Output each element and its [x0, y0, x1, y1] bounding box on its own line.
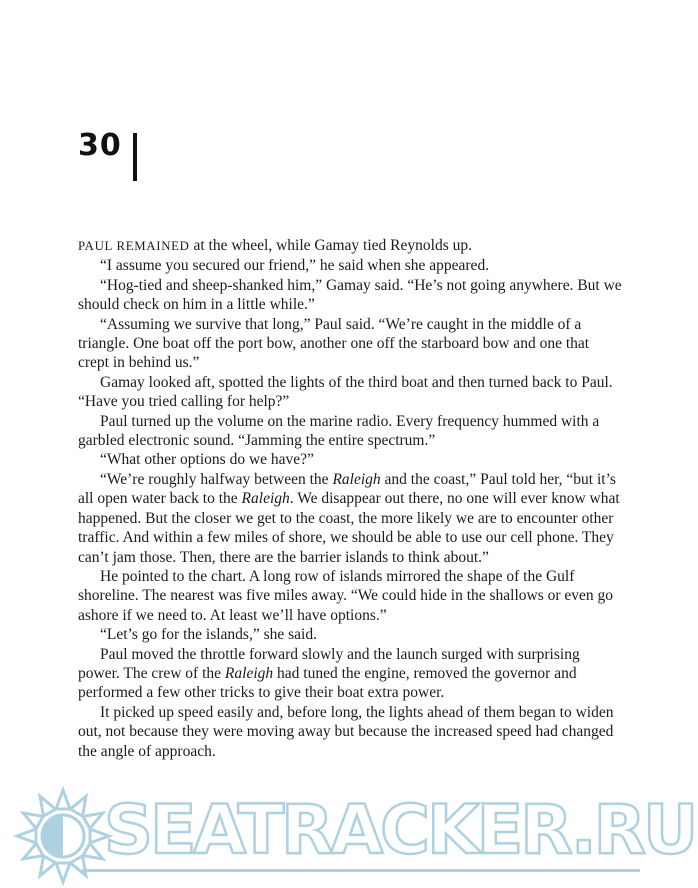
paragraph	[78, 373, 623, 412]
paragraph	[78, 645, 623, 703]
watermark-text: SEATRACKER.RU	[104, 791, 696, 870]
italic-text: Raleigh	[332, 470, 381, 488]
text-run: Paul turned up the volume on the marine radio. Every frequency hummed with a garbled electronic sound. “Jamming the entire spectrum.”	[78, 412, 600, 450]
paragraph	[78, 450, 623, 469]
text-run: He pointed to the chart. A long row of islands mirrored the shape of the Gulf shoreline. The nearest was five miles away. “We could hide in the shallows or even go ashore if we need to. At least we’ll have options.”	[78, 567, 614, 624]
text-run: “Assuming we survive that long,” Paul said. “We’re caught in the middle of a triangle. One boat off the port bow, another one off the starboard bow and one that crept in behind us.”	[78, 315, 590, 372]
text-run: “Let’s go for the islands,” she said.	[100, 626, 317, 644]
text-run: It picked up speed easily and, before long, the lights ahead of them began to widen out, not because they were moving away but because the increased speed had changed the angle of approach.	[78, 703, 614, 760]
text-run: and the coast,” Paul told her, “but it’s all open water back to the	[78, 470, 616, 508]
text-run: Paul moved the throttle forward slowly and the launch surged with surprising power. The crew of the	[78, 645, 580, 682]
paragraph	[78, 470, 623, 567]
text-run: “What other options do we have?”	[100, 451, 314, 469]
lead-in-caps: PAUL REMAINED	[78, 239, 190, 253]
text-run: “Hog-tied and sheep-shanked him,” Gamay said. “He’s not going anywhere. But we should check on him in a little while.”	[78, 276, 622, 314]
text-run: . We disappear out there, no one will ever know what happened. But the closer we get to the coast, the more likely we are to encounter other traffic. And within a few miles of shore, we should be able to use our cell phone. They can’t jam those. Then, there are the barrier islands to think about.”	[78, 490, 620, 566]
chapter-divider-bar	[133, 133, 137, 181]
text-run: “I assume you secured our friend,” he said when she appeared.	[100, 257, 490, 275]
paragraph	[78, 567, 623, 625]
text-run: Gamay looked aft, spotted the lights of the third boat and then turned back to Paul. “Have you tried calling for help?”	[78, 373, 613, 411]
body-text	[78, 236, 623, 761]
italic-text: Raleigh	[241, 490, 290, 508]
text-run: at the wheel, while Gamay tied Reynolds up.	[189, 237, 472, 254]
sun-logo-icon	[13, 786, 113, 886]
paragraph	[78, 412, 623, 451]
paragraph	[78, 256, 623, 275]
chapter-header	[78, 128, 137, 181]
watermark-underline	[82, 869, 640, 872]
text-run: “We’re roughly halfway between the	[100, 470, 333, 488]
chapter-number: 30	[78, 128, 122, 163]
text-run: had tuned the engine, removed the governor and performed a few other tricks to give their boat extra power.	[78, 664, 577, 702]
italic-text: Raleigh	[224, 664, 274, 682]
paragraph	[78, 315, 623, 373]
paragraph	[78, 625, 623, 644]
paragraph	[78, 236, 623, 256]
paragraph	[78, 276, 623, 315]
paragraph	[78, 703, 623, 761]
